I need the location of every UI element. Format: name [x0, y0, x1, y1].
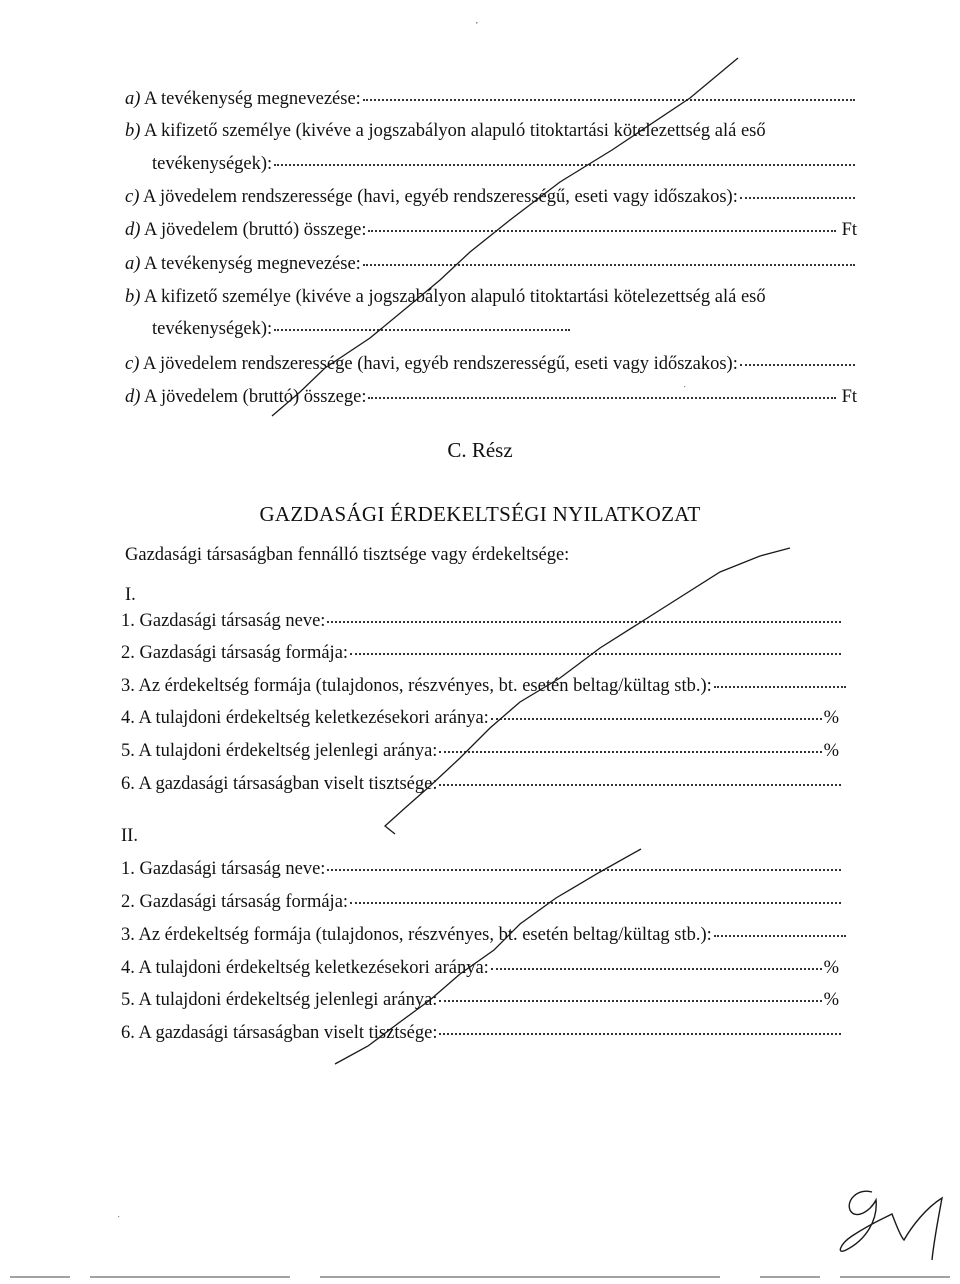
percent-suffix: %: [823, 741, 839, 761]
current-share-label: 5. A tulajdoni érdekeltség jelenlegi aránya:: [121, 990, 438, 1010]
amount-field[interactable]: [368, 230, 835, 232]
activity-1-name-line: [125, 86, 857, 112]
amount-label: A jövedelem (bruttó) összege:: [144, 220, 367, 240]
declaration-title: GAZDASÁGI ÉRDEKELTSÉGI NYILATKOZAT: [259, 502, 701, 526]
company-form-label: 2. Gazdasági társaság formája:: [121, 892, 349, 912]
current-share-label: 5. A tulajdoni érdekeltség jelenlegi aránya:: [121, 741, 438, 761]
percent-suffix: %: [823, 708, 839, 728]
company-name-label: 1. Gazdasági társaság neve:: [121, 611, 326, 631]
position-label: 6. A gazdasági társaságban viselt tisztsége:: [121, 774, 438, 794]
percent-suffix: %: [823, 958, 839, 978]
position-field[interactable]: [439, 784, 841, 786]
activity-1-regularity-line: [125, 184, 857, 210]
interest-form-label: 3. Az érdekeltség formája (tulajdonos, részvényes, bt. esetén beltag/kültag stb.):: [121, 676, 712, 696]
company-form-field[interactable]: [350, 902, 841, 904]
declaration-intro: Gazdasági társaságban fennálló tisztsége vagy érdekeltsége:: [125, 545, 570, 565]
item-label: a): [125, 254, 141, 274]
activity-name-field[interactable]: [363, 264, 855, 266]
company-form-field[interactable]: [350, 653, 841, 655]
company-name-line: [121, 608, 843, 634]
activity-2-amount-line: [125, 384, 857, 410]
item-label: c): [125, 187, 140, 207]
position-line: [121, 771, 843, 797]
percent-suffix: %: [823, 990, 839, 1010]
company-form-line: [121, 889, 843, 915]
interest-form-label: 3. Az érdekeltség formája (tulajdonos, részvényes, bt. esetén beltag/kültag stb.):: [121, 925, 712, 945]
currency-suffix: Ft: [841, 220, 857, 240]
company-form-label: 2. Gazdasági társaság formája:: [121, 643, 349, 663]
item-label: d): [125, 387, 141, 407]
company-name-label: 1. Gazdasági társaság neve:: [121, 859, 326, 879]
item-label: c): [125, 354, 140, 374]
position-field[interactable]: [439, 1033, 841, 1035]
activity-1-payer-cont-line: [152, 151, 857, 177]
regularity-field[interactable]: [740, 364, 855, 366]
signature-icon: [840, 1191, 942, 1260]
block-roman-numeral: I.: [125, 585, 136, 605]
company-form-line: [121, 640, 843, 666]
current-share-line: [121, 738, 839, 764]
company-name-field[interactable]: [327, 869, 841, 871]
activity-1-payer-line: [125, 118, 857, 144]
item-label: b): [125, 121, 141, 141]
payer-label: A kifizető személye (kivéve a jogszabályon alapuló titoktartási kötelezettség alá eső: [144, 287, 766, 307]
interest-form-line: [121, 673, 848, 699]
current-share-field[interactable]: [439, 1000, 821, 1002]
activity-name-label: A tevékenység megnevezése:: [144, 254, 361, 274]
company-name-field[interactable]: [327, 621, 841, 623]
amount-field[interactable]: [368, 397, 835, 399]
regularity-field[interactable]: [740, 197, 855, 199]
initial-share-line: [121, 705, 839, 731]
activity-2-name-line: [125, 251, 857, 277]
payer-field[interactable]: [274, 329, 570, 331]
block-roman-numeral: II.: [121, 826, 138, 846]
item-label: a): [125, 89, 141, 109]
activity-name-field[interactable]: [363, 99, 855, 101]
current-share-line: [121, 987, 839, 1013]
position-line: [121, 1020, 843, 1046]
activity-1-amount-line: [125, 217, 857, 243]
payer-label-cont: tevékenységek):: [152, 319, 273, 339]
activity-name-label: A tevékenység megnevezése:: [144, 89, 361, 109]
payer-field[interactable]: [274, 164, 855, 166]
initial-share-label: 4. A tulajdoni érdekeltség keletkezésekori aránya:: [121, 708, 489, 728]
initial-share-field[interactable]: [491, 968, 822, 970]
item-label: d): [125, 220, 141, 240]
item-label: b): [125, 287, 141, 307]
position-label: 6. A gazdasági társaságban viselt tisztsége:: [121, 1023, 438, 1043]
activity-2-regularity-line: [125, 351, 857, 377]
payer-label-cont: tevékenységek):: [152, 154, 273, 174]
section-heading: C. Rész: [447, 438, 513, 462]
amount-label: A jövedelem (bruttó) összege:: [144, 387, 367, 407]
current-share-field[interactable]: [439, 751, 821, 753]
initial-share-line: [121, 955, 839, 981]
initial-share-label: 4. A tulajdoni érdekeltség keletkezésekori aránya:: [121, 958, 489, 978]
regularity-label: A jövedelem rendszeressége (havi, egyéb rendszerességű, eseti vagy időszakos):: [142, 187, 738, 207]
interest-form-field[interactable]: [714, 686, 846, 688]
company-name-line: [121, 856, 843, 882]
interest-form-line: [121, 922, 848, 948]
interest-form-field[interactable]: [714, 935, 846, 937]
currency-suffix: Ft: [841, 387, 857, 407]
activity-2-payer-cont-line: [152, 316, 572, 342]
initial-share-field[interactable]: [491, 718, 822, 720]
regularity-label: A jövedelem rendszeressége (havi, egyéb rendszerességű, eseti vagy időszakos):: [142, 354, 738, 374]
payer-label: A kifizető személye (kivéve a jogszabályon alapuló titoktartási kötelezettség alá eső: [144, 121, 766, 141]
activity-2-payer-line: [125, 284, 857, 310]
